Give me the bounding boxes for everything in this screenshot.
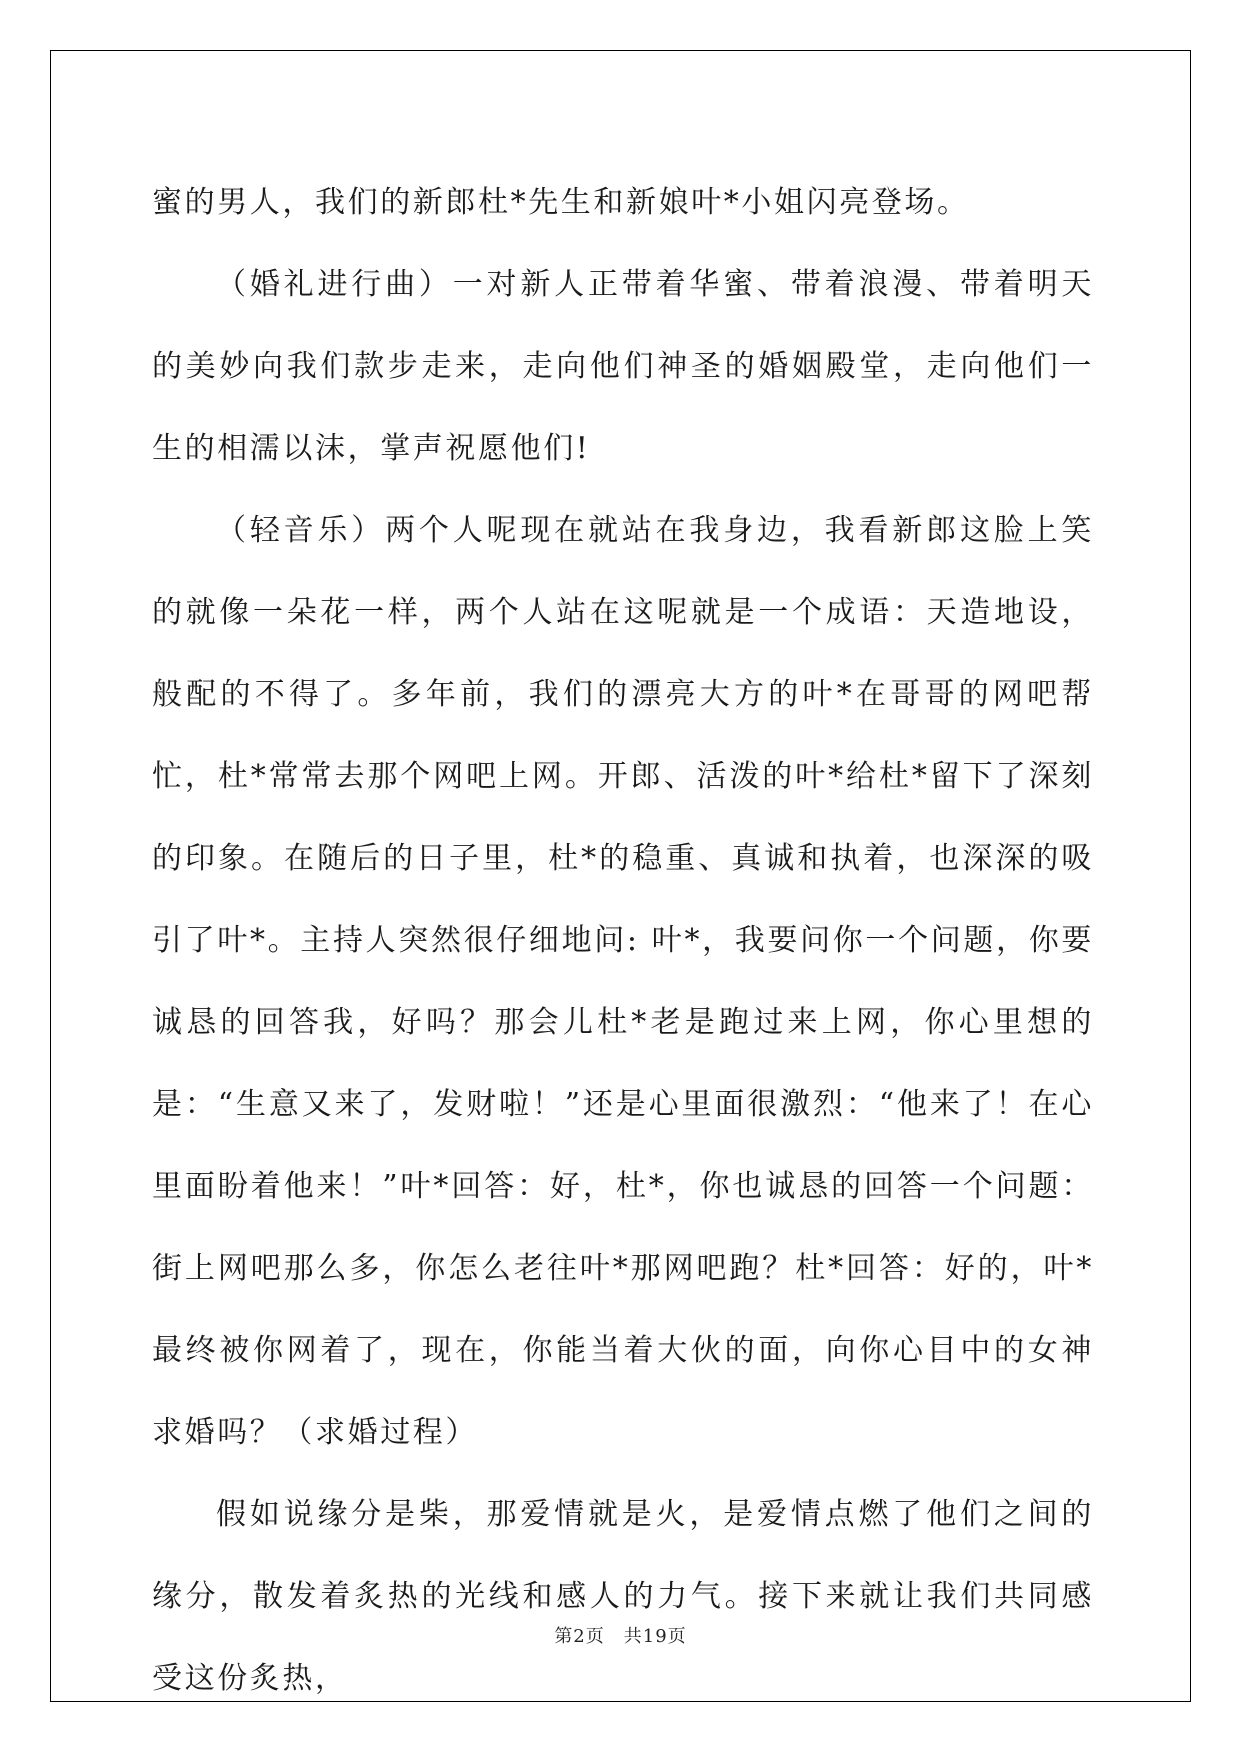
document-body — [152, 162, 1094, 1720]
paragraph-1: 蜜的男人，我们的新郎杜*先生和新娘叶*小姐闪亮登场。 — [152, 185, 970, 220]
paragraph-4: 假如说缘分是柴，那爱情就是火，是爱情点燃了他们之间的缘分，散发着炙热的光线和感人的力气。接下来就让我们共同感受这份炙热， — [152, 1497, 1094, 1696]
paragraph-3: （轻音乐）两个人呢现在就站在我身边，我看新郎这脸上笑的就像一朵花一样，两个人站在这呢就是一个成语：天造地设，般配的不得了。多年前，我们的漂亮大方的叶*在哥哥的网吧帮忙，杜*常常去那个网吧上网。开郎、活泼的叶*给杜*留下了深刻的印象。在随后的日子里，杜*的稳重、真诚和执着，也深深的吸引了叶*。主持人突然很仔细地问: 叶*，我要问你一个问题，你要诚恳的回答我，好吗？那会儿杜*老是跑过来上网，你心里想的是：“生意又来了，发财啦！”还是心里面很激烈：“他来了！在心里面盼着他来！”叶*回答：好，杜*，你也诚恳的回答一个问题：街上网吧那么多，你怎么老往叶*那网吧跑？杜*回答：好的，叶*最终被你网着了，现在，你能当着大伙的面，向你心目中的女神求婚吗？（求婚过程） — [152, 513, 1094, 1450]
page-number-footer: 第2页 共19页 — [554, 1626, 687, 1647]
paragraph-2: （婚礼进行曲）一对新人正带着华蜜、带着浪漫、带着明天的美妙向我们款步走来，走向他们神圣的婚姻殿堂，走向他们一生的相濡以沫，掌声祝愿他们! — [152, 267, 1094, 466]
